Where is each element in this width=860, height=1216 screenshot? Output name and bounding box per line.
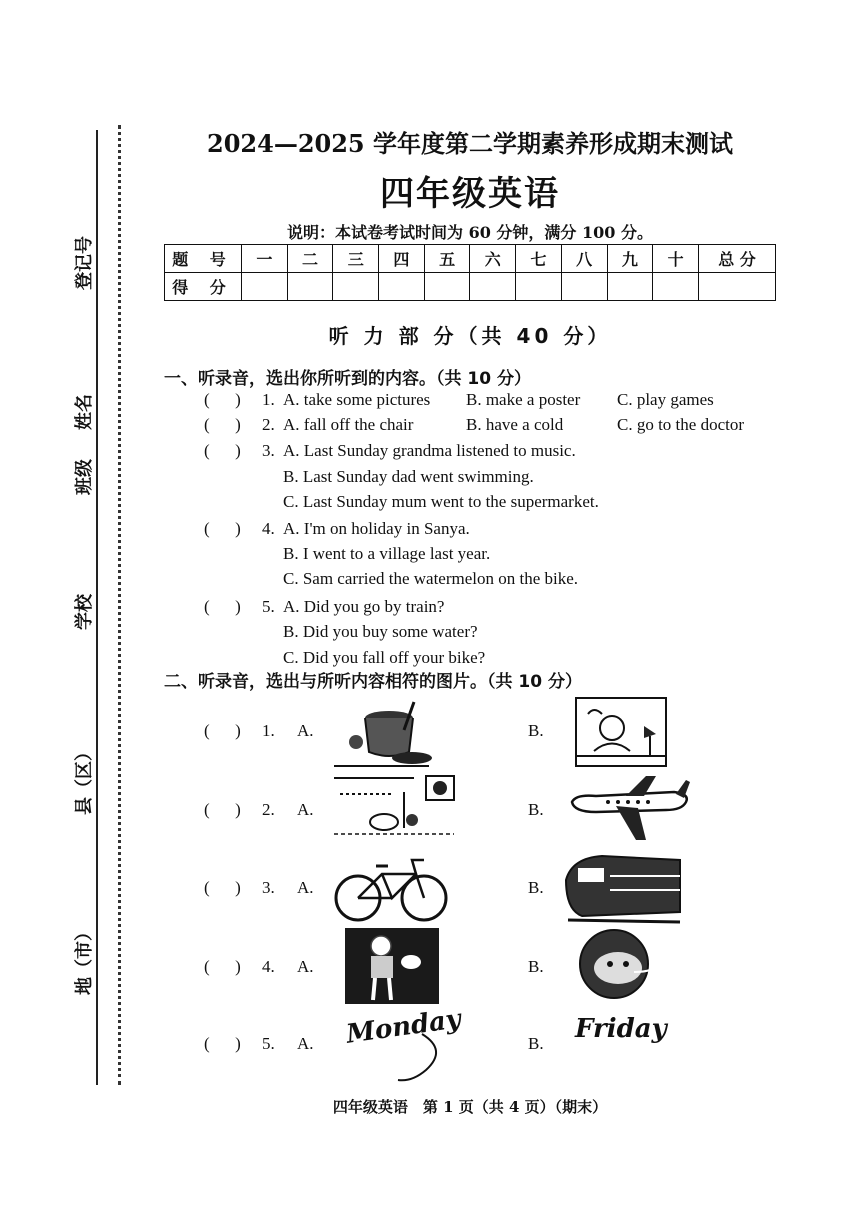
table-cell: 题 号 <box>165 245 242 273</box>
table-cell: 五 <box>424 245 470 273</box>
option-b-label: B. <box>528 957 544 976</box>
subject-title: 四年级英语 <box>380 174 560 214</box>
table-cell: 得 分 <box>165 273 242 301</box>
binding-dotted-line <box>118 125 121 1085</box>
score-cell[interactable] <box>333 273 379 301</box>
fall-off-chair-picture <box>334 772 460 844</box>
score-cell[interactable] <box>607 273 653 301</box>
reg-number-label: 登记号 <box>74 236 95 290</box>
county-label: 县（区） <box>74 743 95 815</box>
table-cell: 十 <box>653 245 699 273</box>
answer-blank[interactable]: ( ) <box>204 721 241 740</box>
score-cell[interactable] <box>424 273 470 301</box>
school-label: 学校 <box>74 594 95 630</box>
score-cell[interactable] <box>287 273 333 301</box>
option-a-label: A. <box>297 957 314 976</box>
table-row <box>165 245 776 273</box>
airplane-picture <box>566 772 692 844</box>
question-number: 3. <box>262 441 275 460</box>
table-row <box>165 273 776 301</box>
option-c: C. play games <box>617 390 714 409</box>
answer-blank[interactable]: ( ) <box>204 441 241 460</box>
monday-tail-stroke <box>396 1030 446 1086</box>
table-cell: 七 <box>516 245 562 273</box>
friday-handwriting: Friday <box>575 1014 667 1044</box>
question-number: 5. <box>262 1034 275 1053</box>
score-cell[interactable] <box>379 273 425 301</box>
train-picture <box>562 850 684 926</box>
option-a: A. Last Sunday grandma listened to music. <box>283 441 576 460</box>
table-cell: 二 <box>287 245 333 273</box>
table-cell: 四 <box>379 245 425 273</box>
part1-heading: 一、听录音，选出你所听到的内容。（共 10 分） <box>164 369 531 389</box>
table-cell: 六 <box>470 245 516 273</box>
answer-blank[interactable]: ( ) <box>204 597 241 616</box>
option-b: B. Last Sunday dad went swimming. <box>283 467 534 486</box>
option-b-label: B. <box>528 1034 544 1053</box>
listening-section-title: 听 力 部 分（共 40 分） <box>328 324 612 348</box>
answer-blank[interactable]: ( ) <box>204 390 241 409</box>
part2-heading: 二、听录音，选出与所听内容相符的图片。（共 10 分） <box>164 672 582 692</box>
score-cell[interactable] <box>516 273 562 301</box>
question-number: 4. <box>262 957 275 976</box>
option-b: B. have a cold <box>466 415 564 434</box>
city-label: 地（市） <box>74 923 95 995</box>
answer-blank[interactable]: ( ) <box>204 1034 241 1053</box>
table-cell: 一 <box>242 245 288 273</box>
question-number: 2. <box>262 800 275 819</box>
score-table <box>164 244 776 301</box>
score-cell[interactable] <box>561 273 607 301</box>
option-a-label: A. <box>297 721 314 740</box>
option-c: C. Last Sunday mum went to the supermarket. <box>283 492 599 511</box>
name-label: 姓名 <box>74 394 95 430</box>
option-c: C. Did you fall off your bike? <box>283 648 486 667</box>
bicycle-picture <box>332 852 450 924</box>
option-b: B. make a poster <box>466 390 581 409</box>
option-b-label: B. <box>528 878 544 897</box>
table-cell: 总 分 <box>699 245 776 273</box>
exam-title: 2024—2025 学年度第二学期素养形成期末测试 <box>207 129 733 158</box>
soup-bowl-picture <box>334 700 434 770</box>
page-footer: 四年级英语 第 1 页（共 4 页）（期末） <box>332 1098 608 1116</box>
option-b-label: B. <box>528 800 544 819</box>
answer-blank[interactable]: ( ) <box>204 800 241 819</box>
option-a: A. fall off the chair <box>283 415 414 434</box>
binding-margin <box>0 0 140 1216</box>
option-c: C. Sam carried the watermelon on the bike. <box>283 569 579 588</box>
binding-solid-line <box>96 130 98 1085</box>
option-a: A. I'm on holiday in Sanya. <box>283 519 470 538</box>
exam-note: 说明：本试卷考试时间为 60 分钟，满分 100 分。 <box>287 223 653 242</box>
sick-face-picture <box>574 928 660 1000</box>
table-cell: 八 <box>561 245 607 273</box>
monday-handwriting: Monday <box>344 1004 463 1050</box>
option-c: C. go to the doctor <box>617 415 745 434</box>
answer-blank[interactable]: ( ) <box>204 957 241 976</box>
option-b: B. Did you buy some water? <box>283 622 478 641</box>
question-number: 1. <box>262 721 275 740</box>
table-cell: 九 <box>607 245 653 273</box>
boy-sleeping-picture <box>574 696 670 770</box>
boy-stomachache-picture <box>345 928 439 1004</box>
answer-blank[interactable]: ( ) <box>204 519 241 538</box>
question-number: 2. <box>262 415 275 434</box>
question-number: 5. <box>262 597 275 616</box>
table-cell: 三 <box>333 245 379 273</box>
answer-blank[interactable]: ( ) <box>204 415 241 434</box>
option-a: A. take some pictures <box>283 390 431 409</box>
score-cell[interactable] <box>699 273 776 301</box>
option-a: A. Did you go by train? <box>283 597 445 616</box>
option-a-label: A. <box>297 1034 314 1053</box>
option-b: B. I went to a village last year. <box>283 544 491 563</box>
question-number: 1. <box>262 390 275 409</box>
class-label: 班级 <box>74 459 95 495</box>
question-number: 3. <box>262 878 275 897</box>
option-b-label: B. <box>528 721 544 740</box>
option-a-label: A. <box>297 878 314 897</box>
option-a-label: A. <box>297 800 314 819</box>
question-number: 4. <box>262 519 275 538</box>
answer-blank[interactable]: ( ) <box>204 878 241 897</box>
score-cell[interactable] <box>470 273 516 301</box>
score-cell[interactable] <box>653 273 699 301</box>
score-cell[interactable] <box>242 273 288 301</box>
